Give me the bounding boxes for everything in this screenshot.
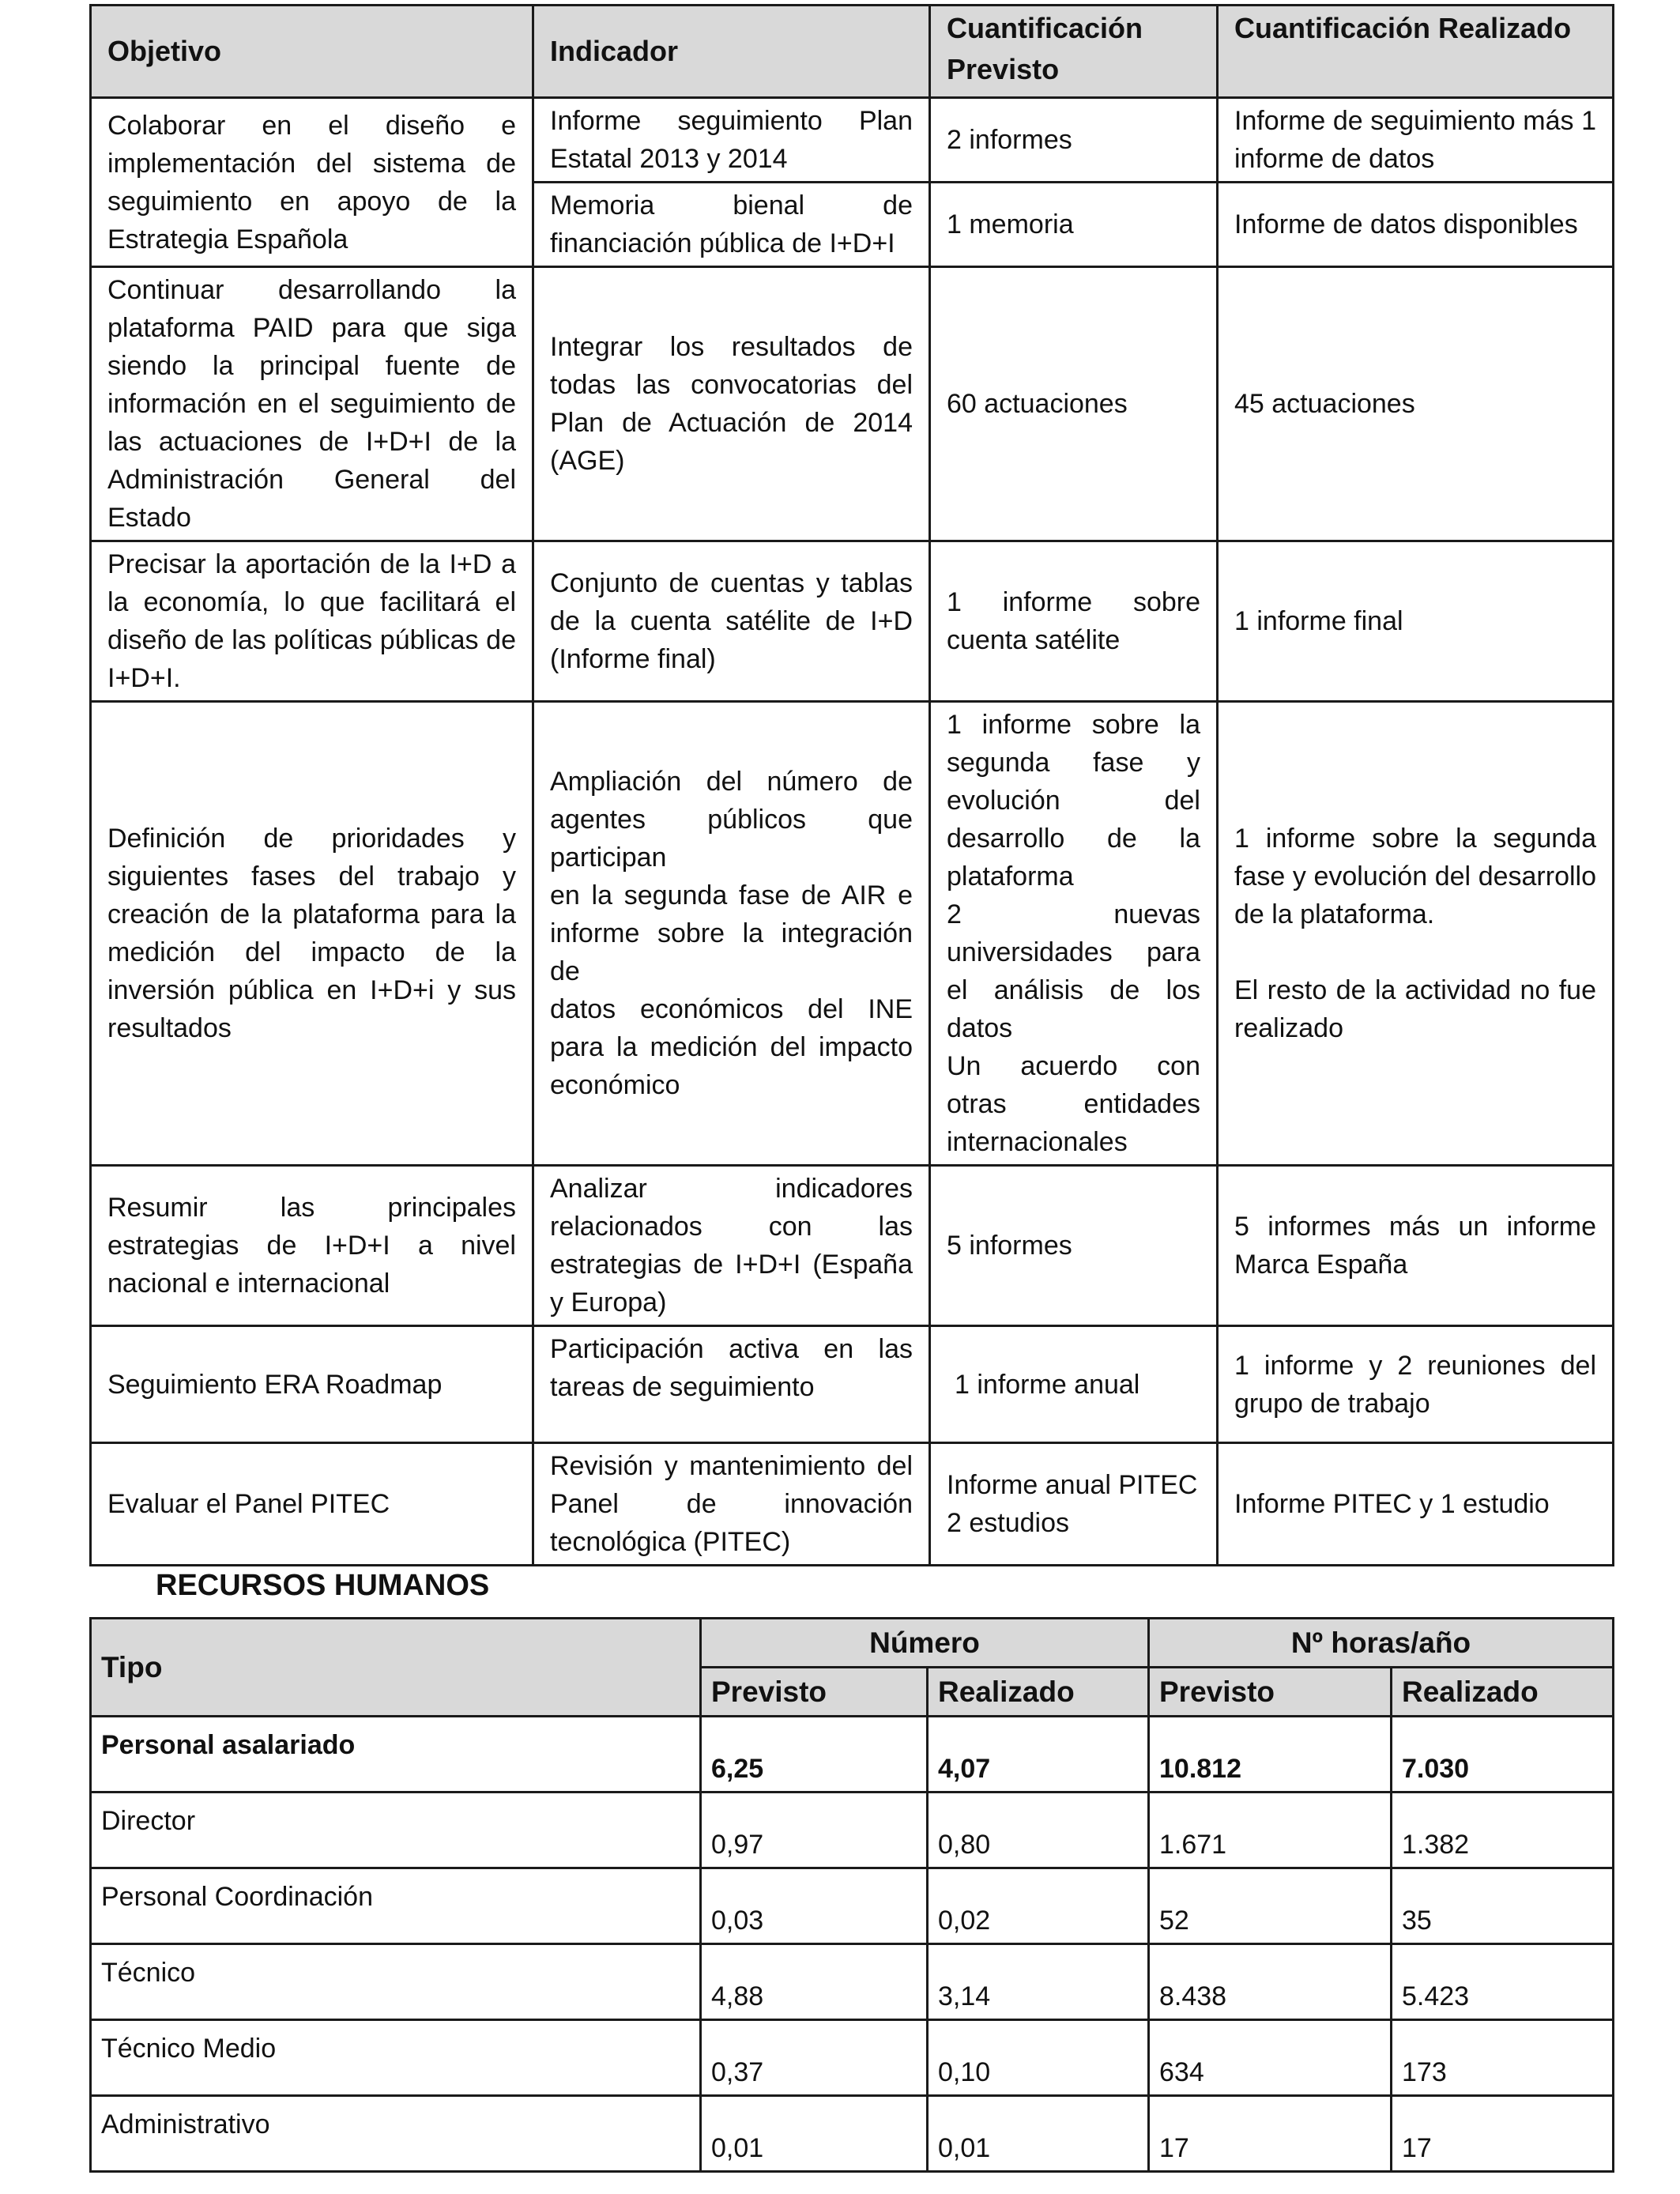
hr-header-row: [91, 1619, 1614, 1668]
realizado-cell: 5 informes más un informe Marca España: [1218, 1166, 1614, 1326]
objetivo-cell: Seguimiento ERA Roadmap: [91, 1326, 533, 1443]
indicador-cell: [533, 702, 930, 1166]
realizado-cell: Informe de seguimiento más 1 informe de datos: [1218, 98, 1614, 183]
num-realizado-cell: 0,80: [928, 1793, 1149, 1868]
realizado-cell: Informe de datos disponibles: [1218, 183, 1614, 267]
header-numero: Número: [701, 1619, 1149, 1668]
header-horas-previsto: Previsto: [1149, 1668, 1392, 1717]
section-title: RECURSOS HUMANOS: [156, 1569, 490, 1602]
header-cuantificacion-realizado: Cuantificación Realizado: [1218, 6, 1614, 98]
objectives-header-row: [91, 6, 1614, 98]
header-objetivo: Objetivo: [91, 6, 533, 98]
num-previsto-cell: 0,01: [701, 2096, 928, 2172]
header-tipo: Tipo: [91, 1619, 701, 1717]
indicador-line: Ampliación del número de agentes públicos que participan: [550, 767, 913, 873]
objective-row: [91, 1443, 1614, 1566]
tipo-cell: Personal Coordinación: [91, 1868, 701, 1944]
num-previsto-cell: 4,88: [701, 1944, 928, 2020]
num-previsto-cell: 0,03: [701, 1868, 928, 1944]
hr-row: [91, 1717, 1614, 1793]
header-indicador: Indicador: [533, 6, 930, 98]
hr-row: [91, 1793, 1614, 1868]
hr-row: [91, 2096, 1614, 2172]
horas-realizado-cell: 5.423: [1392, 1944, 1614, 2020]
indicador-line: datos económicos del INE para la medición del impacto económico: [550, 994, 913, 1100]
previsto-cell: 1 informe sobre cuenta satélite: [930, 541, 1218, 702]
indicador-cell: Conjunto de cuentas y tablas de la cuenta satélite de I+D (Informe final): [533, 541, 930, 702]
horas-previsto-cell: 634: [1149, 2020, 1392, 2096]
realizado-cell: Informe PITEC y 1 estudio: [1218, 1443, 1614, 1566]
previsto-cell: 1 memoria: [930, 183, 1218, 267]
previsto-line: Informe anual PITEC: [947, 1470, 1198, 1500]
horas-previsto-cell: 10.812: [1149, 1717, 1392, 1793]
realizado-cell: 1 informe y 2 reuniones del grupo de trabajo: [1218, 1326, 1614, 1443]
objective-row: [91, 267, 1614, 541]
previsto-cell: 2 informes: [930, 98, 1218, 183]
num-previsto-cell: 0,97: [701, 1793, 928, 1868]
num-realizado-cell: 3,14: [928, 1944, 1149, 2020]
tipo-cell: Director: [91, 1793, 701, 1868]
horas-realizado-cell: 7.030: [1392, 1717, 1614, 1793]
horas-realizado-cell: 173: [1392, 2020, 1614, 2096]
objective-row: [91, 541, 1614, 702]
header-horas: Nº horas/año: [1149, 1619, 1614, 1668]
previsto-line: 2 estudios: [947, 1508, 1069, 1538]
objetivo-cell: Continuar desarrollando la plataforma PAID para que siga siendo la principal fuente de información en el seguimiento de las actuaciones de I+D+I de la Administración General del Estado: [91, 267, 533, 541]
previsto-line: Un acuerdo con otras entidades internacionales: [947, 1051, 1200, 1157]
previsto-line: 1 informe sobre la segunda fase y evolución del desarrollo de la plataforma: [947, 710, 1200, 892]
realizado-cell: 45 actuaciones: [1218, 267, 1614, 541]
horas-previsto-cell: 52: [1149, 1868, 1392, 1944]
hr-row: [91, 1868, 1614, 1944]
indicador-cell: Analizar indicadores relacionados con las estrategias de I+D+I (España y Europa): [533, 1166, 930, 1326]
horas-previsto-cell: 1.671: [1149, 1793, 1392, 1868]
indicador-cell: Memoria bienal de financiación pública de I+D+I: [533, 183, 930, 267]
previsto-cell: 5 informes: [930, 1166, 1218, 1326]
previsto-line: 2 nuevas universidades para el análisis de los datos: [947, 899, 1200, 1043]
objetivo-cell: Precisar la aportación de la I+D a la economía, lo que facilitará el diseño de las políticas públicas de I+D+I.: [91, 541, 533, 702]
header-numero-realizado: Realizado: [928, 1668, 1149, 1717]
realizado-cell: [1218, 702, 1614, 1166]
objetivo-cell: Resumir las principales estrategias de I+D+I a nivel nacional e internacional: [91, 1166, 533, 1326]
horas-realizado-cell: 17: [1392, 2096, 1614, 2172]
horas-realizado-cell: 35: [1392, 1868, 1614, 1944]
objective-row: [91, 1326, 1614, 1443]
hr-row: [91, 1944, 1614, 2020]
header-cuantificacion-previsto: Cuantificación Previsto: [930, 6, 1218, 98]
num-previsto-cell: 0,37: [701, 2020, 928, 2096]
objetivo-cell: Evaluar el Panel PITEC: [91, 1443, 533, 1566]
objective-row: [91, 1166, 1614, 1326]
indicador-cell: Participación activa en las tareas de seguimiento: [533, 1326, 930, 1443]
num-realizado-cell: 0,01: [928, 2096, 1149, 2172]
tipo-cell: Administrativo: [91, 2096, 701, 2172]
previsto-cell: 1 informe anual: [930, 1326, 1218, 1443]
hr-row: [91, 2020, 1614, 2096]
tipo-cell: Personal asalariado: [91, 1717, 701, 1793]
paragraph-gap: [1234, 933, 1596, 971]
num-realizado-cell: 4,07: [928, 1717, 1149, 1793]
objectives-table: [89, 4, 1614, 1566]
horas-realizado-cell: 1.382: [1392, 1793, 1614, 1868]
header-numero-previsto: Previsto: [701, 1668, 928, 1717]
human-resources-table: [89, 1617, 1614, 2173]
indicador-cell: Integrar los resultados de todas las convocatorias del Plan de Actuación de 2014 (AGE): [533, 267, 930, 541]
objetivo-cell: Definición de prioridades y siguientes fases del trabajo y creación de la plataforma para la medición del impacto de la inversión pública en I+D+i y sus resultados: [91, 702, 533, 1166]
previsto-cell: [930, 702, 1218, 1166]
indicador-cell: Revisión y mantenimiento del Panel de innovación tecnológica (PITEC): [533, 1443, 930, 1566]
header-horas-realizado: Realizado: [1392, 1668, 1614, 1717]
objective-row: [91, 702, 1614, 1166]
objective-row: [91, 98, 1614, 183]
indicador-line: en la segunda fase de AIR e informe sobre la integración de: [550, 880, 913, 986]
realizado-line: El resto de la actividad no fue realizado: [1234, 975, 1596, 1043]
realizado-cell: 1 informe final: [1218, 541, 1614, 702]
num-previsto-cell: 6,25: [701, 1717, 928, 1793]
indicador-cell: Informe seguimiento Plan Estatal 2013 y 2014: [533, 98, 930, 183]
horas-previsto-cell: 8.438: [1149, 1944, 1392, 2020]
tipo-cell: Técnico: [91, 1944, 701, 2020]
num-realizado-cell: 0,10: [928, 2020, 1149, 2096]
objetivo-cell: Colaborar en el diseño e implementación del sistema de seguimiento en apoyo de la Estrategia Española: [91, 98, 533, 267]
tipo-cell: Técnico Medio: [91, 2020, 701, 2096]
previsto-cell: [930, 1443, 1218, 1566]
horas-previsto-cell: 17: [1149, 2096, 1392, 2172]
previsto-cell: 60 actuaciones: [930, 267, 1218, 541]
realizado-line: 1 informe sobre la segunda fase y evolución del desarrollo de la plataforma.: [1234, 824, 1596, 929]
num-realizado-cell: 0,02: [928, 1868, 1149, 1944]
